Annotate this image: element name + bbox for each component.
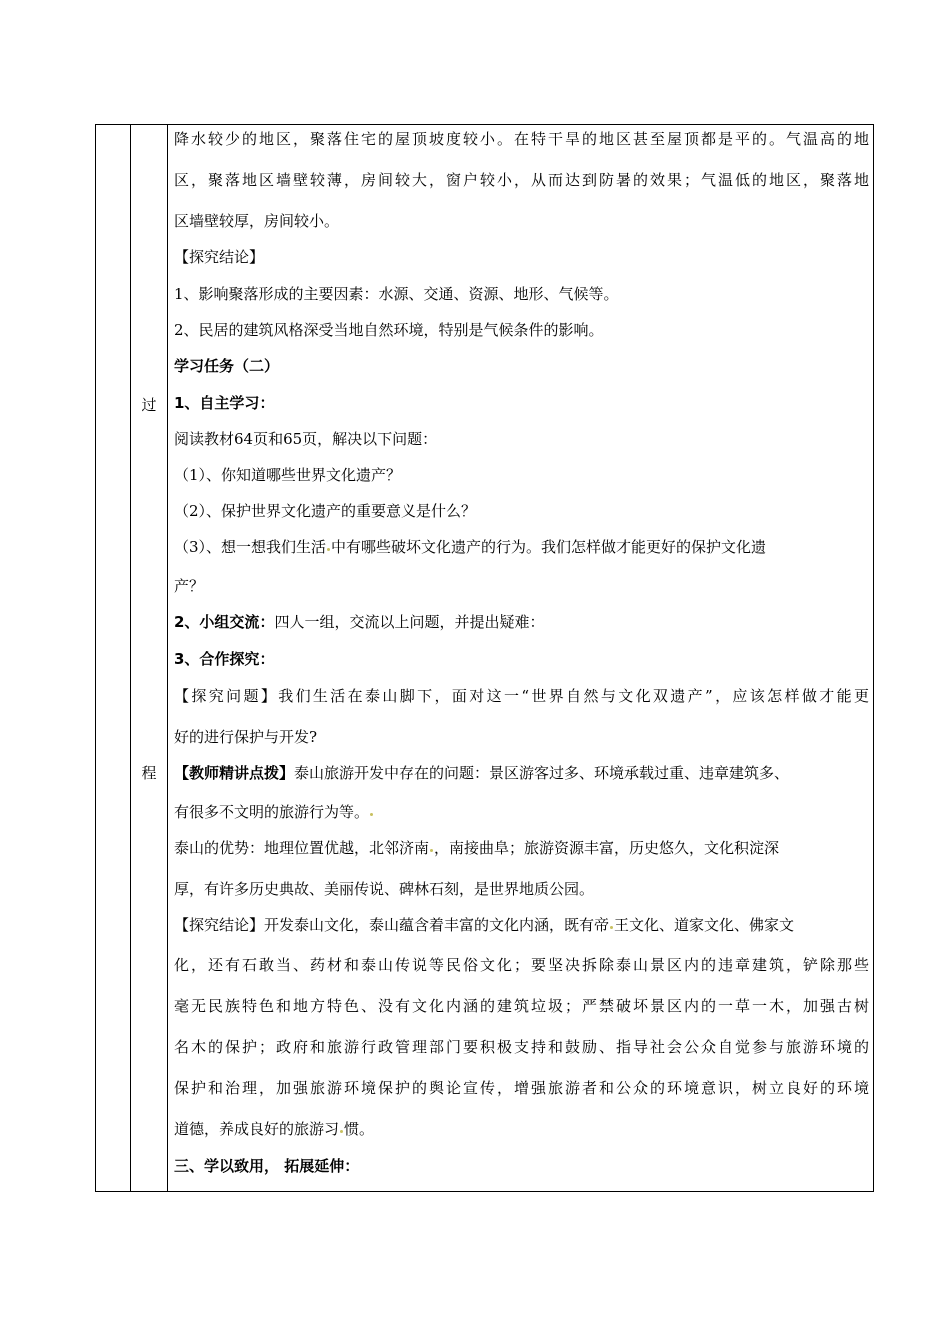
paragraph-line: 名木的保护；政府和旅游行政管理部门要积极支持和鼓励、指导社会公众自觉参与旅游环境的 (174, 1038, 869, 1056)
paragraph-line: 阅读教材64页和65页，解决以下问题： (174, 430, 438, 448)
text-segment: 中有哪些破坏文化遗产的行为。我们怎样做才能更好的保护文化遗 (331, 538, 767, 556)
text-segment: 泰山的优势：地理位置优越，北邻济南 (174, 839, 430, 857)
text-segment: 【探究结论】开发泰山文化，泰山蕴含着丰富的文化内涵，既有帝 (174, 916, 610, 934)
side-label-guo: 过 (141, 396, 157, 414)
paragraph-line (174, 612, 869, 632)
column-divider-right (167, 125, 168, 1191)
text-segment: 王文化、道家文化、佛家文 (614, 916, 795, 934)
paragraph-line: 【探究问题】我们生活在泰山脚下，面对这一“世界自然与文化双遗产”，应该怎样做才能更 (174, 687, 869, 705)
side-label-cheng: 程 (141, 764, 157, 782)
lesson-plan-table (95, 124, 874, 1192)
paragraph-line (174, 763, 869, 783)
paragraph-line (174, 802, 869, 822)
paragraph-line: 厚，有许多历史典故、美丽传说、碑林石刻，是世界地质公园。 (174, 880, 595, 898)
speck-mark (370, 813, 373, 816)
step-heading: 3、合作探究： (174, 650, 275, 668)
paragraph-line: 毫无民族特色和地方特色、没有文化内涵的建筑垃圾；严禁破坏景区内的一草一木，加强古树 (174, 997, 869, 1015)
question-item (174, 537, 869, 557)
paragraph-line (174, 915, 869, 935)
speck-mark (327, 548, 330, 551)
text-segment: 道德，养成良好的旅游习 (174, 1120, 340, 1138)
paragraph-line: 区墙壁较厚，房间较小。 (174, 212, 340, 230)
step-heading: 1、自主学习： (174, 394, 275, 412)
speck-mark (610, 926, 613, 929)
text-segment: 泰山旅游开发中存在的问题：景区游客过多、环境承载过重、违章建筑多、 (294, 764, 790, 782)
task-heading: 学习任务（二） (174, 357, 280, 375)
bold-lead: 【教师精讲点拨】 (174, 764, 295, 782)
paragraph-line (174, 1119, 869, 1139)
text-segment: 惯。 (344, 1120, 375, 1138)
section-heading: 【探究结论】 (174, 248, 265, 266)
text-segment: ，南接曲阜；旅游资源丰富，历史悠久，文化积淀深 (434, 839, 780, 857)
paragraph-line: 2、民居的建筑风格深受当地自然环境，特别是气候条件的影响。 (174, 321, 604, 339)
text-segment: （3）、想一想我们生活 (174, 538, 327, 556)
paragraph-line: 1、影响聚落形成的主要因素：水源、交通、资源、地形、气候等。 (174, 285, 619, 303)
section-heading: 三、学以致用， 拓展延伸： (174, 1157, 360, 1175)
speck-mark (430, 849, 433, 852)
text-segment: 四人一组，交流以上问题，并提出疑难： (274, 613, 545, 631)
question-item: （2）、保护世界文化遗产的重要意义是什么？ (174, 502, 477, 520)
paragraph-line: 降水较少的地区，聚落住宅的屋顶坡度较小。在特干旱的地区甚至屋顶都是平的。气温高的地 (174, 130, 869, 148)
paragraph-line: 好的进行保护与开发? (174, 728, 318, 746)
bold-lead: 2、小组交流： (174, 613, 275, 631)
paragraph-line (174, 838, 869, 858)
paragraph-line: 化，还有石敢当、药材和泰山传说等民俗文化；要坚决拆除泰山景区内的违章建筑，铲除那些 (174, 956, 869, 974)
column-divider-left (130, 125, 131, 1191)
speck-mark (340, 1130, 343, 1133)
paragraph-line: 产？ (174, 577, 205, 595)
paragraph-line: 保护和治理，加强旅游环境保护的舆论宣传，增强旅游者和公众的环境意识，树立良好的环境 (174, 1079, 869, 1097)
question-item: （1）、你知道哪些世界文化遗产？ (174, 466, 402, 484)
paragraph-line: 区，聚落地区墙壁较薄，房间较大，窗户较小，从而达到防暑的效果；气温低的地区，聚落地 (174, 171, 869, 189)
text-segment: 有很多不文明的旅游行为等。 (174, 803, 370, 821)
